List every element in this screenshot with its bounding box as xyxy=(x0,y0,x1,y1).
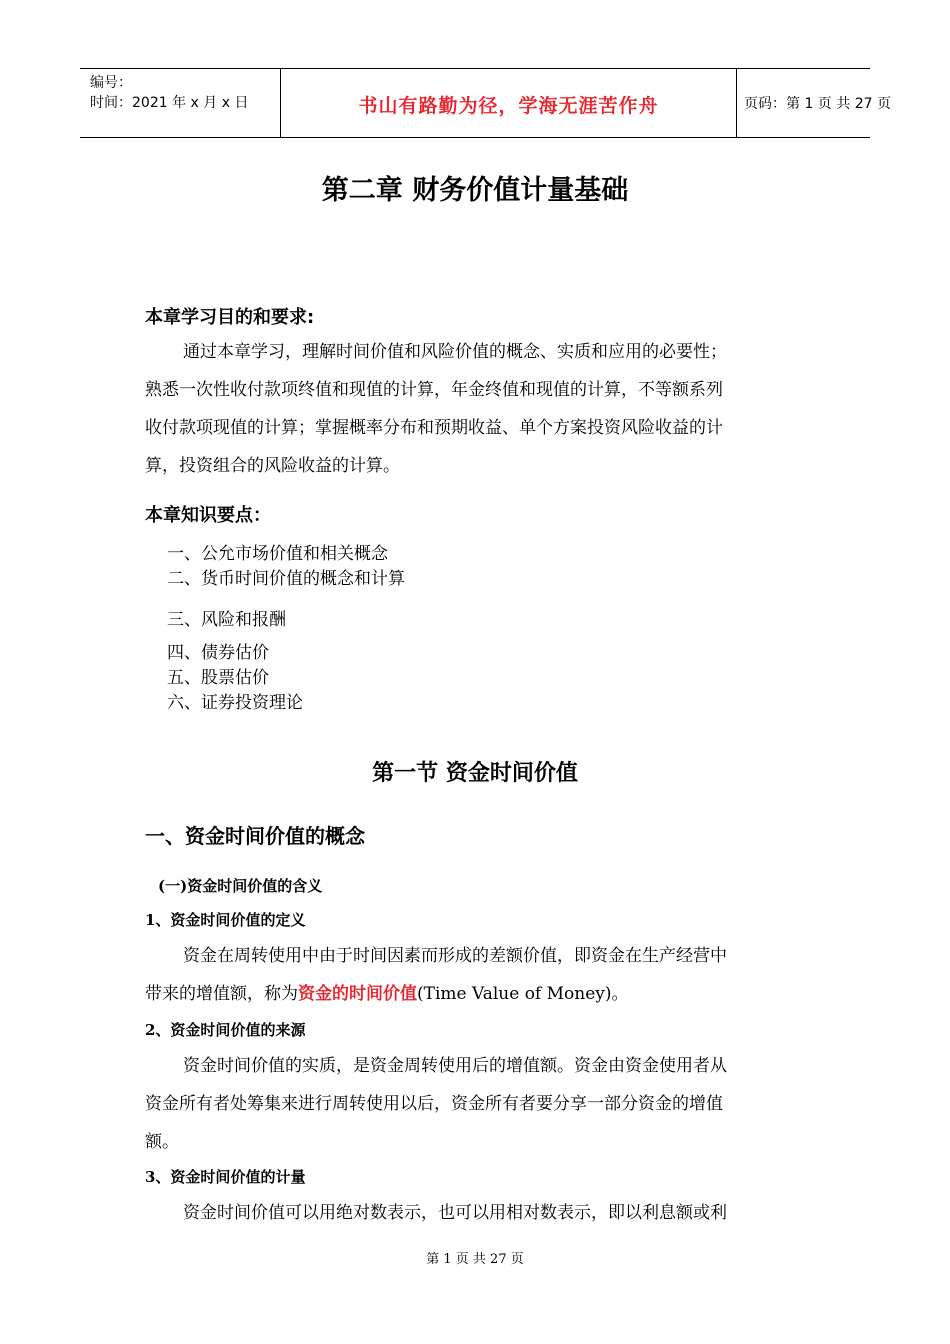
chapter-title: 第二章 财务价值计量基础 xyxy=(321,175,629,206)
measurement-paragraph xyxy=(145,1194,810,1232)
source-heading: 2、资金时间价值的来源 xyxy=(145,1021,306,1039)
paragraph-line: 资金在周转使用中由于时间因素而形成的差额价值，即资金在生产经营中 xyxy=(183,946,727,966)
page-footer: 第 1 页 共 27 页 xyxy=(426,1252,524,1267)
objectives-heading: 本章学习目的和要求: xyxy=(145,307,315,328)
objectives-line: 收付款项现值的计算；掌握概率分布和预期收益、单个方案投资风险收益的计 xyxy=(145,418,723,438)
measurement-heading: 3、资金时间价值的计量 xyxy=(145,1168,306,1186)
code-label: 编号： xyxy=(90,75,132,91)
list-item: 一、公允市场价值和相关概念 xyxy=(167,544,388,564)
key-points-heading: 本章知识要点： xyxy=(145,505,271,526)
paragraph-line: 额。 xyxy=(145,1132,179,1152)
paragraph-text: (Time Value of Money)。 xyxy=(417,984,629,1004)
definition-paragraph xyxy=(145,937,810,1013)
definition-heading: 1、资金时间价值的定义 xyxy=(145,911,306,929)
highlighted-term: 资金的时间价值 xyxy=(298,984,417,1004)
page-info: 页码：第 1 页 共 27 页 xyxy=(744,96,891,112)
motto: 书山有路勤为径，学海无涯苦作舟 xyxy=(358,95,659,117)
date-label: 时间：2021 年 x 月 x 日 xyxy=(90,95,249,111)
subsection-title: 一、资金时间价值的概念 xyxy=(145,824,365,848)
list-item: 六、证券投资理论 xyxy=(167,693,303,713)
objectives-paragraph xyxy=(145,333,810,485)
list-item: 二、货币时间价值的概念和计算 xyxy=(167,569,405,589)
source-paragraph xyxy=(145,1047,810,1161)
objectives-line: 算，投资组合的风险收益的计算。 xyxy=(145,456,400,476)
header-table xyxy=(80,68,891,138)
section-title: 第一节 资金时间价值 xyxy=(372,761,578,786)
paragraph-line: 资金时间价值的实质，是资金周转使用后的增值额。资金由资金使用者从 xyxy=(183,1056,727,1076)
objectives-line: 熟悉一次性收付款项终值和现值的计算，年金终值和现值的计算，不等额系列 xyxy=(145,380,723,400)
subsubsection-title: (一)资金时间价值的含义 xyxy=(158,877,323,895)
header-right-cell xyxy=(736,69,891,137)
objectives-line: 通过本章学习，理解时间价值和风险价值的概念、实质和应用的必要性； xyxy=(183,342,727,362)
list-item: 四、债券估价 xyxy=(167,643,269,663)
list-item: 五、股票估价 xyxy=(167,668,269,688)
paragraph-text: 带来的增值额，称为 xyxy=(145,984,298,1004)
list-item: 三、风险和报酬 xyxy=(167,610,286,630)
header-center-cell xyxy=(280,69,737,137)
paragraph-line: 资金时间价值可以用绝对数表示，也可以用相对数表示，即以利息额或利 xyxy=(183,1203,727,1223)
paragraph-line: 资金所有者处筹集来进行周转使用以后，资金所有者要分享一部分资金的增值 xyxy=(145,1094,723,1114)
header-left-cell xyxy=(80,69,280,137)
